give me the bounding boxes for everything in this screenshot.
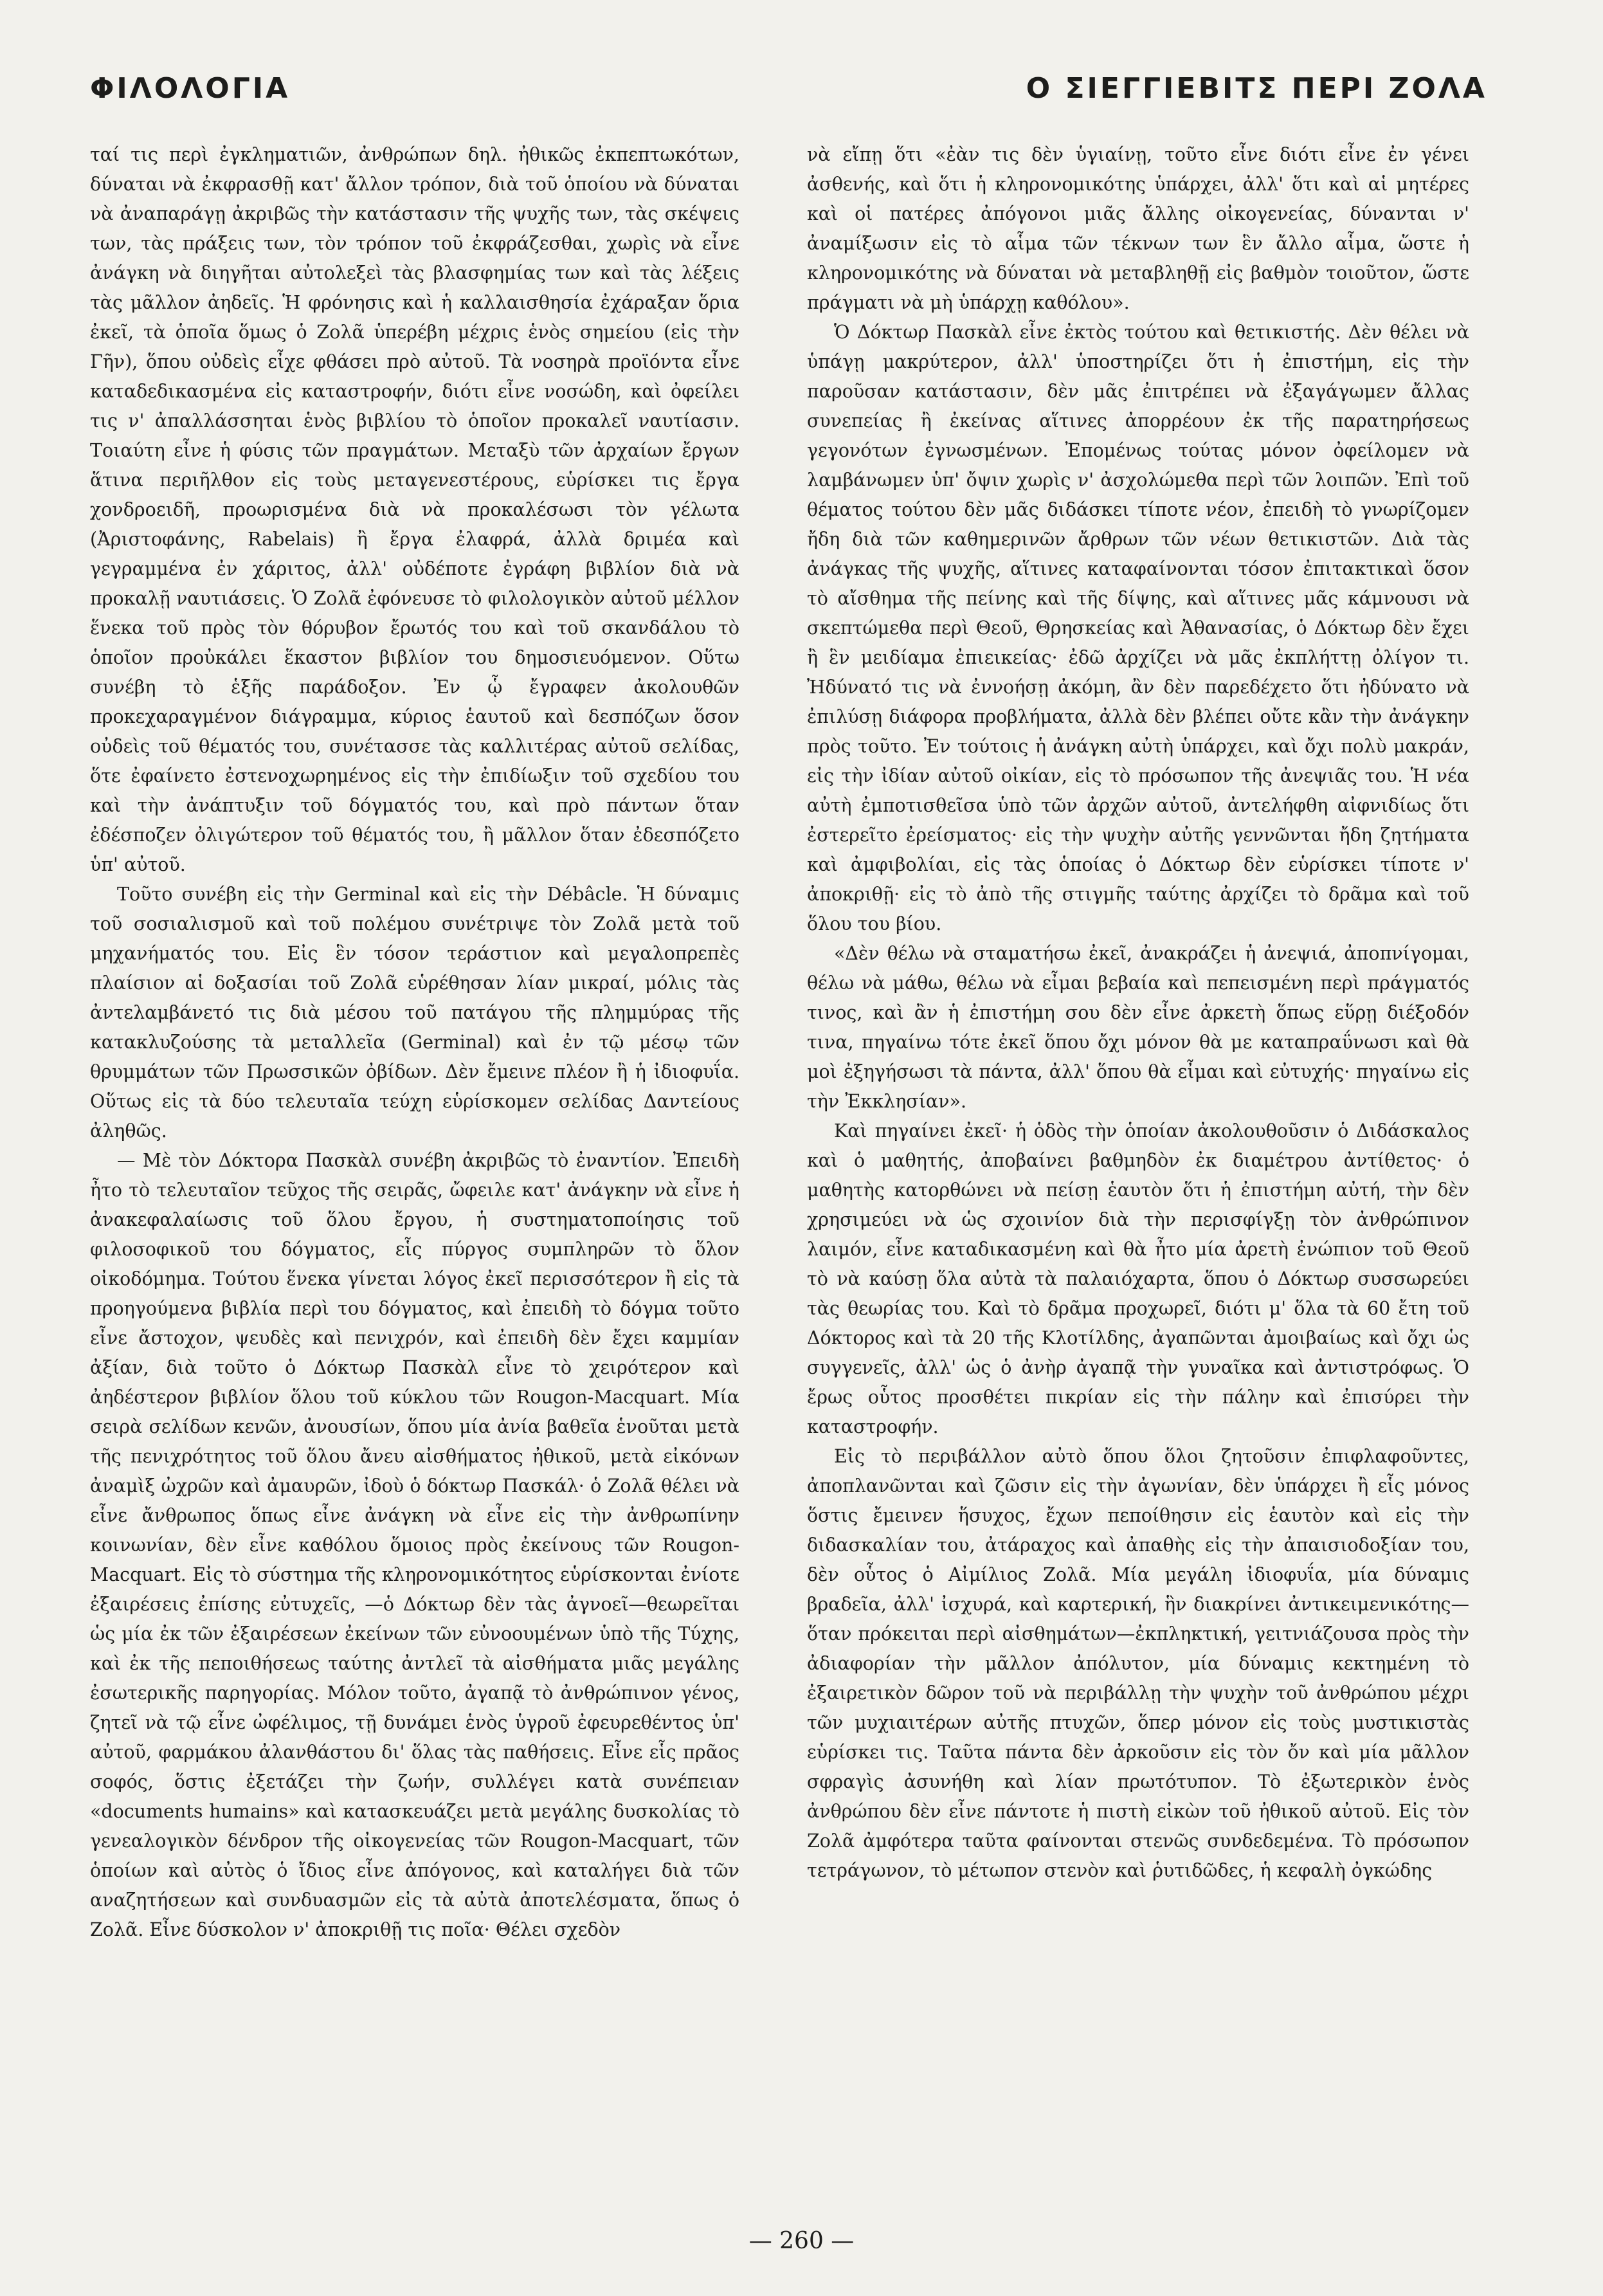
- paragraph: Εἰς τὸ περιβάλλον αὐτὸ ὅπου ὅλοι ζητοῦσιν ἐπιφλαφοῦντες, ἀποπλανῶνται καὶ ζῶσιν εἰς τὴν ἀγωνίαν, δὲν ὑπάρχει ἢ εἷς μόνος ὅστις ἔμεινεν ἥσυχος, ἔχων πεποίθησιν εἰς ἑαυτὸν καὶ εἰς τὴν διδασκαλίαν του, ἀτάραχος καὶ ἀπαθὴς εἰς τὴν ἀπαισιοδοξίαν του, δὲν οὗτος ὁ Αἰμίλιος Ζολᾶ. Μία μεγάλη ἰδιοφυΐα, μία δύναμις βραδεῖα, ἀλλ' ἰσχυρά, καὶ καρτερική, ἣν διακρίνει ἀντικειμενικότης—ὅταν πρόκειται περὶ αἰσθημάτων—ἐκπληκτική, γειτνιάζουσα πρὸς τὴν ἀδιαφορίαν τὴν μᾶλλον ἀπόλυτον, μία δύναμις κεκτημένη τὸ ἐξαιρετικὸν δῶρον τοῦ νὰ περιβάλλῃ τὴν ψυχὴν τοῦ ἀνθρώπου μέχρι τῶν μυχιαιτέρων αὐτῆς πτυχῶν, ὅπερ μόνον εἰς τοὺς μυστικιστὰς εὑρίσκει τις. Ταῦτα πάντα δὲν ἀρκοῦσιν εἰς τὸν ὄν καὶ μία μᾶλλον σφραγὶς ἀσυνήθη καὶ λίαν πρωτότυπον. Τὸ ἐξωτερικὸν ἑνὸς ἀνθρώπου δὲν εἶνε πάντοτε ἡ πιστὴ εἰκὼν τοῦ ἠθικοῦ αὐτοῦ. Εἰς τὸν Ζολᾶ ἀμφότερα ταῦτα φαίνονται στενῶς συνδεδεμένα. Τὸ πρόσωπον τετράγωνον, τὸ μέτωπον στενὸν καὶ ῥυτιδῶδες, ἡ κεφαλὴ ὀγκώδης: [807, 1446, 1469, 1881]
- paragraph: Ὁ Δόκτωρ Πασκὰλ εἶνε ἐκτὸς τούτου καὶ θετικιστής. Δὲν θέλει νὰ ὑπάγῃ μακρύτερον, ἀλλ' ὑποστηρίζει ὅτι ἡ ἐπιστήμη, εἰς τὴν παροῦσαν κατάστασιν, δὲν μᾶς ἐπιτρέπει νὰ ἐξαγάγωμεν ἄλλας συνεπείας ἢ ἐκείνας αἵτινες ἀπορρέουν ἐκ τῆς παρατηρήσεως γεγονότων ἐγνωσμένων. Ἐπομένως τούτας μόνον ὀφείλομεν νὰ λαμβάνωμεν ὑπ' ὄψιν χωρὶς ν' ἀσχολώμεθα περὶ τῶν λοιπῶν. Ἐπὶ τοῦ θέματος τούτου δὲν μᾶς διδάσκει τίποτε νέον, ἐπειδὴ τὸ γνωρίζομεν ἤδη διὰ τῶν καθημερινῶν ἄρθρων τῶν νέων θετικιστῶν. Διὰ τὰς ἀνάγκας τῆς ψυχῆς, αἵτινες καταφαίνονται τόσον ἐπιτακτικαὶ ὅσον τὸ αἴσθημα τῆς πείνης καὶ τῆς δίψης, καὶ αἵτινες μᾶς κάμνουσι νὰ σκεπτώμεθα περὶ Θεοῦ, Θρησκείας καὶ Ἀθανασίας, ὁ Δόκτωρ δὲν ἔχει ἢ ἓν μειδίαμα ἐπιεικείας· ἐδῶ ἀρχίζει νὰ μᾶς ἐκπλήττῃ ὀλίγον τι. Ἠδύνατό τις νὰ ἐννοήσῃ ἀκόμη, ἂν δὲν παρεδέχετο ὅτι ἠδύνατο νὰ ἐπιλύσῃ διάφορα προβλήματα, ἀλλὰ δὲν βλέπει οὔτε κἂν τὴν ἀνάγκην πρὸς τοῦτο. Ἐν τούτοις ἡ ἀνάγκη αὐτὴ ὑπάρχει, καὶ ὄχι πολὺ μακράν, εἰς τὴν ἰδίαν αὐτοῦ οἰκίαν, εἰς τὸ πρόσωπον τῆς ἀνεψιᾶς του. Ἡ νέα αὐτὴ ἐμποτισθεῖσα ὑπὸ τῶν ἀρχῶν αὐτοῦ, ἀντελήφθη αἰφνιδίως ὅτι ἐστερεῖτο ἐρείσματος· εἰς τὴν ψυχὴν αὐτῆς γεννῶνται ἤδη ζητήματα καὶ ἀμφιβολίαι, εἰς τὰς ὁποίας ὁ Δόκτωρ δὲν εὑρίσκει τίποτε ν' ἀποκριθῇ· εἰς τὸ ἀπὸ τῆς στιγμῆς ταύτης ἀρχίζει τὸ δρᾶμα καὶ τοῦ ὅλου του βίου.: [807, 322, 1469, 934]
- paragraph: ταί τις περὶ ἐγκληματιῶν, ἀνθρώπων δηλ. ἠθικῶς ἐκπεπτωκότων, δύναται νὰ ἐκφρασθῇ κατ' ἄλλον τρόπον, διὰ τοῦ ὁποίου νὰ δύναται νὰ ἀναπαράγῃ ἀκριβῶς τὴν κατάστασιν τῆς ψυχῆς των, τὰς σκέψεις των, τὰς πράξεις των, τὸν τρόπον τοῦ ἐκφράζεσθαι, χωρὶς νὰ εἶνε ἀνάγκη νὰ διηγῆται αὐτολεξεὶ τὰς βλασφημίας των καὶ τὰς λέξεις τὰς μᾶλλον ἀηδεῖς. Ἡ φρόνησις καὶ ἡ καλλαισθησία ἐχάραξαν ὅρια ἐκεῖ, τὰ ὁποῖα ὅμως ὁ Ζολᾶ ὑπερέβη μέχρις ἑνὸς σημείου (εἰς τὴν Γῆν), ὅπου οὐδεὶς εἶχε φθάσει πρὸ αὐτοῦ. Τὰ νοσηρὰ προϊόντα εἶνε καταδεδικασμένα εἰς καταστροφήν, διότι εἶνε νοσώδη, καὶ ὀφείλει τις ν' ἀπαλλάσσηται ἑνὸς βιβλίου τὸ ὁποῖον προκαλεῖ ναυτίασιν. Τοιαύτη εἶνε ἡ φύσις τῶν πραγμάτων. Μεταξὺ τῶν ἀρχαίων ἔργων ἅτινα περιῆλθον εἰς τοὺς μεταγενεστέρους, εὑρίσκει τις ἔργα χονδροειδῆ, προωρισμένα διὰ νὰ προκαλέσωσι τὸν γέλωτα (Ἀριστοφάνης, Rabelais) ἢ ἔργα ἐλαφρά, ἀλλὰ δριμέα καὶ γεγραμμένα ἐν χάριτος, ἀλλ' οὐδέποτε ἐγράφη βιβλίον διὰ νὰ προκαλῇ ναυτιάσεις. Ὁ Ζολᾶ ἐφόνευσε τὸ φιλολογικὸν αὐτοῦ μέλλον ἕνεκα τοῦ πρὸς τὸν θόρυβον ἔρωτός του καὶ τοῦ σκανδάλου τὸ ὁποῖον προὐκάλει ἕκαστον βιβλίον του δημοσιευόμενον. Οὕτω συνέβη τὸ ἑξῆς παράδοξον. Ἐν ᾧ ἔγραφεν ἀκολουθῶν προκεχαραγμένον διάγραμμα, κύριος ἑαυτοῦ καὶ δεσπόζων ὅσον οὐδεὶς τοῦ θέματός του, συνέτασσε τὰς καλλιτέρας αὐτοῦ σελίδας, ὅτε ἐφαίνετο ἐστενοχωρημένος εἰς τὴν ἐπιδίωξιν τοῦ σχεδίου του καὶ τὴν ἀνάπτυξιν τοῦ δόγματός του, καὶ πρὸ πάντων ὅταν ἐδέσποζεν ὀλιγώτερον τοῦ θέματός του, ἢ μᾶλλον ὅταν ἐδεσπόζετο ὑπ' αὐτοῦ.: [90, 144, 739, 875]
- paragraph: νὰ εἴπῃ ὅτι «ἐὰν τις δὲν ὑγιαίνῃ, τοῦτο εἶνε διότι εἶνε ἐν γένει ἀσθενής, καὶ ὅτι ἡ κληρονομικότης ὑπάρχει, ἀλλ' ὅτι καὶ αἱ μητέρες καὶ οἱ πατέρες ἀπόγονοι μιᾶς ἄλλης οἰκογενείας, δύνανται ν' ἀναμίξωσιν εἰς τὸ αἷμα τῶν τέκνων των ἓν ἄλλο αἷμα, ὥστε ἡ κληρονομικότης νὰ δύναται νὰ μεταβληθῇ εἰς βαθμὸν τοιοῦτον, ὥστε πράγματι νὰ μὴ ὑπάρχῃ καθόλου».: [807, 144, 1469, 313]
- right-column: [807, 140, 1469, 1886]
- paragraph: Τοῦτο συνέβη εἰς τὴν Germinal καὶ εἰς τὴν Débâcle. Ἡ δύναμις τοῦ σοσιαλισμοῦ καὶ τοῦ πολέμου συνέτριψε τὸν Ζολᾶ μετὰ τοῦ μηχανήματός του. Εἰς ἓν τόσον τεράστιον καὶ μεγαλοπρεπὲς πλαίσιον αἱ δοξασίαι τοῦ Ζολᾶ εὑρέθησαν λίαν μικραί, μόλις τὰς ἀντελαμβάνετό τις διὰ μέσου τοῦ πατάγου τῆς πλημμύρας τῆς κατακλυζούσης τὰ μεταλλεῖα (Germinal) καὶ ἐν τῷ μέσῳ τῶν θρυμμάτων τῶν Πρωσσικῶν ὀβίδων. Δὲν ἔμεινε πλέον ἢ ἡ ἰδιοφυΐα. Οὕτως εἰς τὰ δύο τελευταῖα τεύχη εὑρίσκομεν σελίδας Δαντείους ἀληθῶς.: [90, 884, 739, 1142]
- page-number: — 260 —: [748, 2228, 855, 2254]
- paragraph: Καὶ πηγαίνει ἐκεῖ· ἡ ὁδὸς τὴν ὁποίαν ἀκολουθοῦσιν ὁ Διδάσκαλος καὶ ὁ μαθητής, ἀποβαίνει βαθμηδὸν ἐκ διαμέτρου ἀντίθετος· ὁ μαθητὴς κατορθώνει νὰ πείσῃ ἑαυτὸν ὅτι ἡ ἐπιστήμη αὐτή, τὴν δὲν χρησιμεύει νὰ ὡς σχοινίον διὰ τὴν περισφίγξῃ τὸν ἀνθρώπινον λαιμόν, εἶνε καταδικασμένη καὶ θὰ ἦτο μία ἀρετὴ ἐνώπιον τοῦ Θεοῦ τὸ νὰ καύσῃ ὅλα αὐτὰ τὰ παλαιόχαρτα, ὅπου ὁ Δόκτωρ συσσωρεύει τὰς θεωρίας του. Καὶ τὸ δρᾶμα προχωρεῖ, διότι μ' ὅλα τὰ 60 ἔτη τοῦ Δόκτορος καὶ τὰ 20 τῆς Κλοτίλδης, ἀγαπῶνται ἀμοιβαίως καὶ ὄχι ὡς συγγενεῖς, ἀλλ' ὡς ὁ ἀνὴρ ἀγαπᾷ τὴν γυναῖκα καὶ ἀντιστρόφως. Ὁ ἔρως οὗτος προσθέτει πικρίαν εἰς τὴν πάλην καὶ ἐπισύρει τὴν καταστροφήν.: [807, 1120, 1469, 1437]
- left-column: [90, 140, 739, 1945]
- paragraph: «Δὲν θέλω νὰ σταματήσω ἐκεῖ, ἀνακράζει ἡ ἀνεψιά, ἀποπνίγομαι, θέλω νὰ μάθω, θέλω νὰ εἶμαι βεβαία καὶ πεπεισμένη περὶ πράγματός τινος, καὶ ἂν ἡ ἐπιστήμη σου δὲν εἶνε ἀρκετὴ ὅπως εὕρῃ διέξοδόν τινα, πηγαίνω τότε ἐκεῖ ὅπου ὄχι μόνον θὰ με καταπραΰνωσι καὶ θὰ μοὶ ἐξηγήσωσι τὰ πάντα, ἀλλ' ὅπου θὰ εἶμαι καὶ εὐτυχής· πηγαίνω εἰς τὴν Ἐκκλησίαν».: [807, 943, 1469, 1112]
- paragraph: — Μὲ τὸν Δόκτορα Πασκὰλ συνέβη ἀκριβῶς τὸ ἐναντίον. Ἐπειδὴ ἦτο τὸ τελευταῖον τεῦχος τῆς σειρᾶς, ὤφειλε κατ' ἀνάγκην νὰ εἶνε ἡ ἀνακεφαλαίωσις τοῦ ὅλου ἔργου, ἡ συστηματοποίησις τοῦ φιλοσοφικοῦ του δόγματος, εἷς πύργος συμπληρῶν τὸ ὅλον οἰκοδόμημα. Τούτου ἕνεκα γίνεται λόγος ἐκεῖ περισσότερον ἢ εἰς τὰ προηγούμενα βιβλία περὶ του δόγματος, καὶ ἐπειδὴ τὸ δόγμα τοῦτο εἶνε ἄστοχον, ψευδὲς καὶ πενιχρόν, καὶ ἐπειδὴ δὲν ἔχει καμμίαν ἀξίαν, διὰ τοῦτο ὁ Δόκτωρ Πασκὰλ εἶνε τὸ χειρότερον καὶ ἀηδέστερον βιβλίον ὅλου τοῦ κύκλου τῶν Rougon-Macquart. Μία σειρὰ σελίδων κενῶν, ἀνουσίων, ὅπου μία ἀνία βαθεῖα ἑνοῦται μετὰ τῆς πενιχρότητος τοῦ ὅλου ἄνευ αἰσθήματος ἠθικοῦ, μετὰ εἰκόνων ἀναμὶξ ὠχρῶν καὶ ἀμαυρῶν, ἰδοὺ ὁ δόκτωρ Πασκάλ· ὁ Ζολᾶ θέλει νὰ εἶνε ἄνθρωπος ὅπως εἶνε ἀνάγκη νὰ εἶνε εἰς τὴν ἀνθρωπίνην κοινωνίαν, δὲν εἶνε καθόλου ὅμοιος πρὸς ἐκείνους τῶν Rougon-Macquart. Εἰς τὸ σύστημα τῆς κληρονομικότητος εὑρίσκονται ἐνίοτε ἐξαιρέσεις ἐπίσης εὐτυχεῖς, —ὁ Δόκτωρ δὲν τὰς ἀγνοεῖ—θεωρεῖται ὡς μία ἐκ τῶν ἐξαιρέσεων ἐκείνων τῶν εὐνοουμένων ὑπὸ τῆς Τύχης, καὶ ἐκ τῆς πεποιθήσεως ταύτης ἀντλεῖ τὰ αἰσθήματα μιᾶς μεγάλης ἐσωτερικῆς παρηγορίας. Μόλον τοῦτο, ἀγαπᾷ τὸ ἀνθρώπινον γένος, ζητεῖ νὰ τῷ εἶνε ὠφέλιμος, τῇ δυνάμει ἑνὸς ὑγροῦ ἐφευρεθέντος ὑπ' αὐτοῦ, φαρμάκου ἀλανθάστου δι' ὅλας τὰς παθήσεις. Εἶνε εἷς πρᾶος σοφός, ὅστις ἐξετάζει τὴν ζωήν, συλλέγει κατὰ συνέπειαν «documents humains» καὶ κατασκευάζει μετὰ μεγάλης δυσκολίας τὸ γενεαλογικὸν δένδρον τῆς οἰκογενείας τῶν Rougon-Macquart, τῶν ὁποίων καὶ αὐτὸς ὁ ἴδιος εἶνε ἀπόγονος, καὶ καταλήγει διὰ τῶν αναζητήσεων καὶ συνδυασμῶν εἰς τὰ αὐτὰ ἀποτελέσματα, ὅπως ὁ Ζολᾶ. Εἶνε δύσκολον ν' ἀποκριθῇ τις ποῖα· Θέλει σχεδὸν: [90, 1150, 739, 1940]
- running-head-left: ΦΙΛΟΛΟΓΙΑ: [90, 72, 291, 105]
- running-head-right: Ο ΣΙΕΓΓΙΕΒΙΤΣ ΠΕΡΙ ΖΟΛΑ: [1026, 72, 1487, 105]
